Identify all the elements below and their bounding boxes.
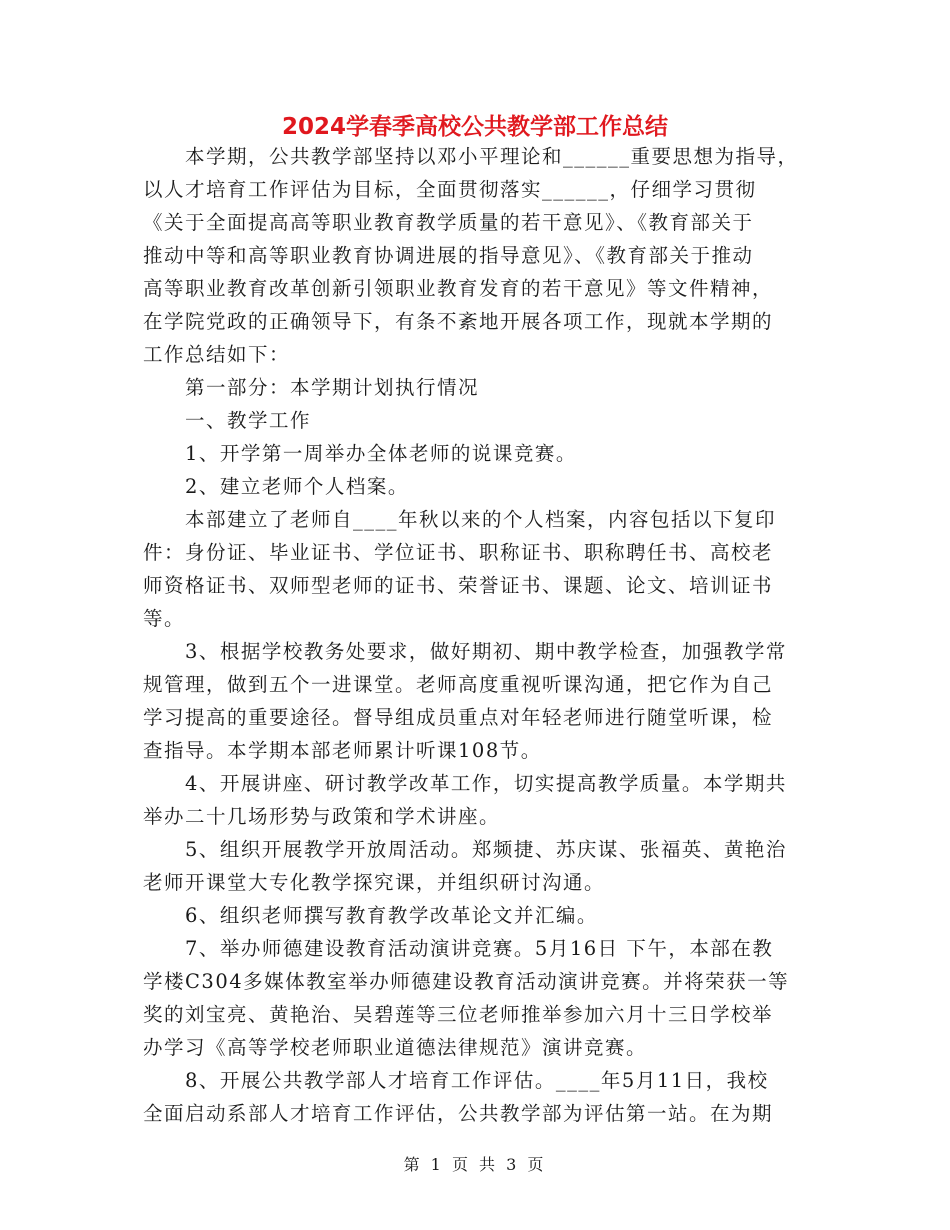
- paragraph-line: 规管理，做到五个一进课堂。老师高度重视听课沟通，把它作为自己: [143, 673, 774, 696]
- list-item: 1、开学第一周举办全体老师的说课竞赛。: [185, 442, 577, 465]
- paragraph-line: 学习提高的重要途径。督导组成员重点对年轻老师进行随堂听课，检: [143, 706, 774, 729]
- list-item: 2、建立老师个人档案。: [185, 475, 409, 498]
- list-item: 7、举办师德建设教育活动演讲竞赛。5月16日 下午，本部在教: [185, 937, 774, 960]
- paragraph-line: 以人才培育工作评估为目标，全面贯彻落实______，仔细学习贯彻: [143, 178, 757, 201]
- paragraph-line: 本学期，公共教学部坚持以邓小平理论和______重要思想为指导，: [185, 145, 799, 168]
- document-title: 2024学春季高校公共教学部工作总结: [281, 114, 668, 140]
- paragraph-line: 举办二十几场形势与政策和学术讲座。: [143, 805, 501, 828]
- paragraph-line: 《关于全面提高高等职业教育教学质量的若干意见》、《教育部关于: [143, 211, 754, 234]
- paragraph-line: 等。: [143, 607, 186, 630]
- paragraph-line: 查指导。本学期本部老师累计听课108节。: [143, 739, 542, 762]
- list-item: 6、组织老师撰写教育教学改革论文并汇编。: [185, 904, 598, 927]
- list-item: 3、根据学校教务处要求，做好期初、期中教学检查，加强教学常: [185, 640, 787, 663]
- paragraph-line: 奖的刘宝亮、黄艳治、吴碧莲等三位老师推举参加六月十三日学校举: [143, 1003, 774, 1026]
- paragraph-line: 办学习《高等学校老师职业道德法律规范》演讲竞赛。: [143, 1036, 648, 1059]
- paragraph-line: 推动中等和高等职业教育协调进展的指导意见》、《教育部关于推动: [143, 244, 754, 267]
- section-heading: 一、教学工作: [185, 409, 312, 432]
- page-footer: 第 1 页 共 3 页: [403, 1155, 547, 1174]
- paragraph-line: 全面启动系部人才培育工作评估，公共教学部为评估第一站。在为期: [143, 1102, 774, 1125]
- paragraph-line: 件：身份证、毕业证书、学位证书、职称证书、职称聘任书、高校老: [143, 541, 774, 564]
- section-heading: 第一部分：本学期计划执行情况: [185, 376, 480, 399]
- paragraph-line: 本部建立了老师自____年秋以来的个人档案，内容包括以下复印: [185, 508, 777, 531]
- list-item: 8、开展公共教学部人才培育工作评估。____年5月11日，我校: [185, 1069, 769, 1092]
- paragraph-line: 师资格证书、双师型老师的证书、荣誉证书、课题、论文、培训证书: [143, 574, 774, 597]
- paragraph-line: 高等职业教育改革创新引领职业教育发育的若干意见》等文件精神，: [143, 277, 774, 300]
- list-item: 4、开展讲座、研讨教学改革工作，切实提高教学质量。本学期共: [185, 772, 787, 795]
- list-item: 5、组织开展教学开放周活动。郑频捷、苏庆谋、张福英、黄艳治: [185, 838, 787, 861]
- paragraph-line: 学楼C304多媒体教室举办师德建设教育活动演讲竞赛。并将荣获一等: [143, 970, 790, 993]
- paragraph-line: 老师开课堂大专化教学探究课，并组织研讨沟通。: [143, 871, 606, 894]
- paragraph-line: 在学院党政的正确领导下，有条不紊地开展各项工作，现就本学期的: [143, 310, 774, 333]
- paragraph-line: 工作总结如下：: [143, 343, 291, 366]
